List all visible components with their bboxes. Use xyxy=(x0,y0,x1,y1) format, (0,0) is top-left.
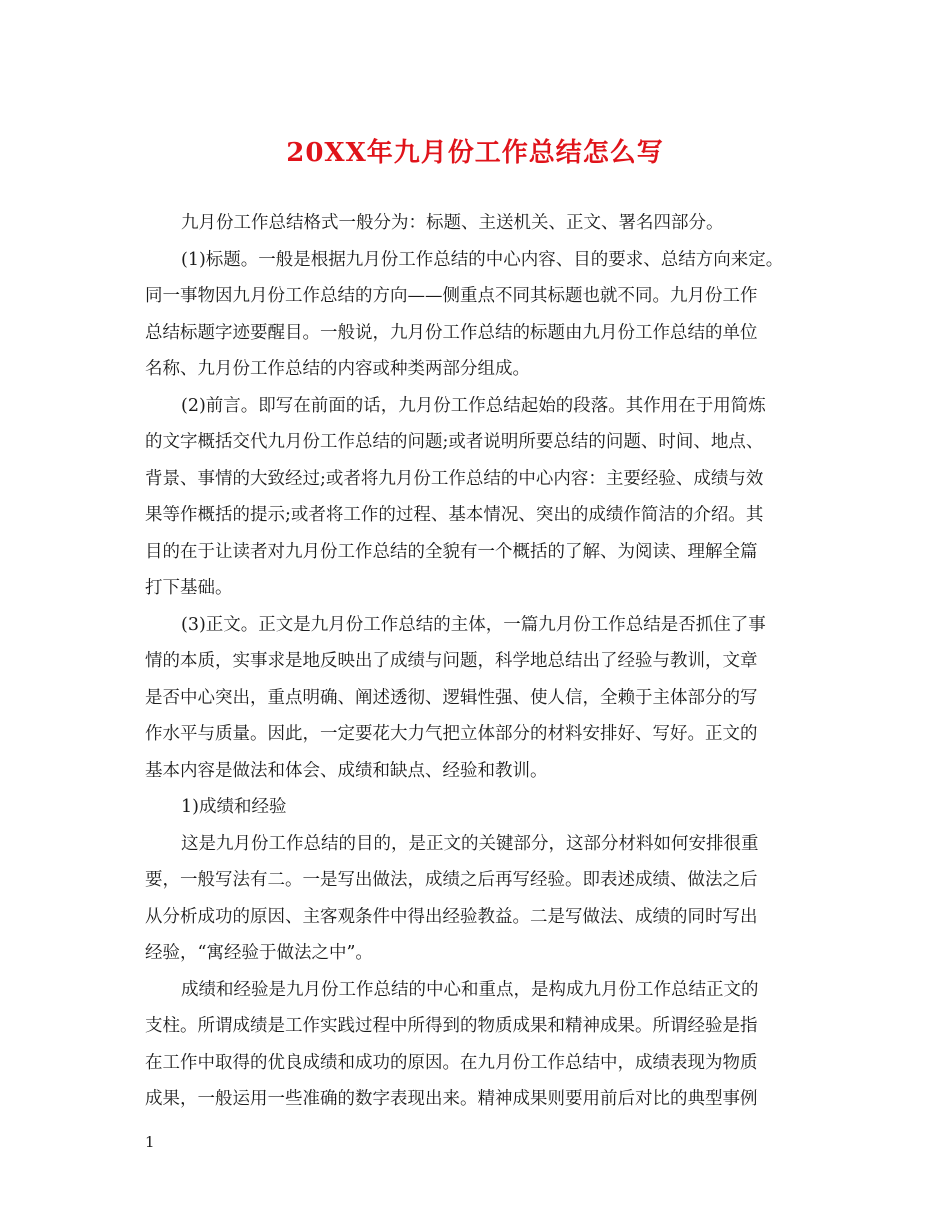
text-line: 这是九月份工作总结的目的，是正文的关键部分，这部分材料如何安排很重 xyxy=(181,833,759,854)
text-line: 情的本质，实事求是地反映出了成绩与问题，科学地总结出了经验与教训，文章 xyxy=(145,651,758,671)
document-title: 20XX年九月份工作总结怎么写 xyxy=(286,138,664,168)
text-line: (3)正文。正文是九月份工作总结的主体，一篇九月份工作总结是否抓住了事 xyxy=(181,614,766,635)
text-line: (1)标题。一般是根据九月份工作总结的中心内容、目的要求、总结方向来定。 xyxy=(181,249,784,270)
text-line: (2)前言。即写在前面的话，九月份工作总结起始的段落。其作用在于用简炼 xyxy=(181,395,766,416)
text-line: 九月份工作总结格式一般分为：标题、主送机关、正文、署名四部分。 xyxy=(181,213,724,233)
text-line: 在工作中取得的优良成绩和成功的原因。在九月份工作总结中，成绩表现为物质 xyxy=(145,1052,758,1073)
document-body xyxy=(145,205,825,1118)
text-line: 1)成绩和经验 xyxy=(181,797,287,817)
text-line: 支柱。所谓成绩是工作实践过程中所得到的物质成果和精神成果。所谓经验是指 xyxy=(145,1016,758,1036)
text-line: 总结标题字迹要醒目。一般说，九月份工作总结的标题由九月份工作总结的单位 xyxy=(145,322,758,343)
text-line: 要，一般写法有二。一是写出做法，成绩之后再写经验。即表述成绩、做法之后 xyxy=(145,870,758,890)
text-line: 成果，一般运用一些准确的数字表现出来。精神成果则要用前后对比的典型事例 xyxy=(145,1089,758,1109)
text-line: 的文字概括交代九月份工作总结的问题;或者说明所要总结的问题、时间、地点、 xyxy=(145,432,764,452)
text-line: 背景、事情的大致经过;或者将九月份工作总结的中心内容：主要经验、成绩与效 xyxy=(145,468,764,489)
text-line: 同一事物因九月份工作总结的方向——侧重点不同其标题也就不同。九月份工作 xyxy=(145,286,758,306)
text-line: 果等作概括的提示;或者将工作的过程、基本情况、突出的成绩作简洁的介绍。其 xyxy=(145,505,764,525)
text-line: 成绩和经验是九月份工作总结的中心和重点，是构成九月份工作总结正文的 xyxy=(181,979,759,1000)
text-line: 从分析成功的原因、主客观条件中得出经验教益。二是写做法、成绩的同时写出 xyxy=(145,906,758,927)
text-line: 目的在于让读者对九月份工作总结的全貌有一个概括的了解、为阅读、理解全篇 xyxy=(145,541,758,562)
text-line: 名称、九月份工作总结的内容或种类两部分组成。 xyxy=(145,359,530,379)
text-line: 基本内容是做法和体会、成绩和缺点、经验和教训。 xyxy=(145,760,548,781)
text-line: 经验，“寓经验于做法之中”。 xyxy=(145,943,373,963)
text-line: 打下基础。 xyxy=(145,578,233,598)
text-line: 是否中心突出，重点明确、阐述透彻、逻辑性强、使人信，全赖于主体部分的写 xyxy=(145,687,758,708)
page-number: 1 xyxy=(145,1133,155,1151)
text-line: 作水平与质量。因此，一定要花大力气把立体部分的材料安排好、写好。正文的 xyxy=(145,724,758,744)
